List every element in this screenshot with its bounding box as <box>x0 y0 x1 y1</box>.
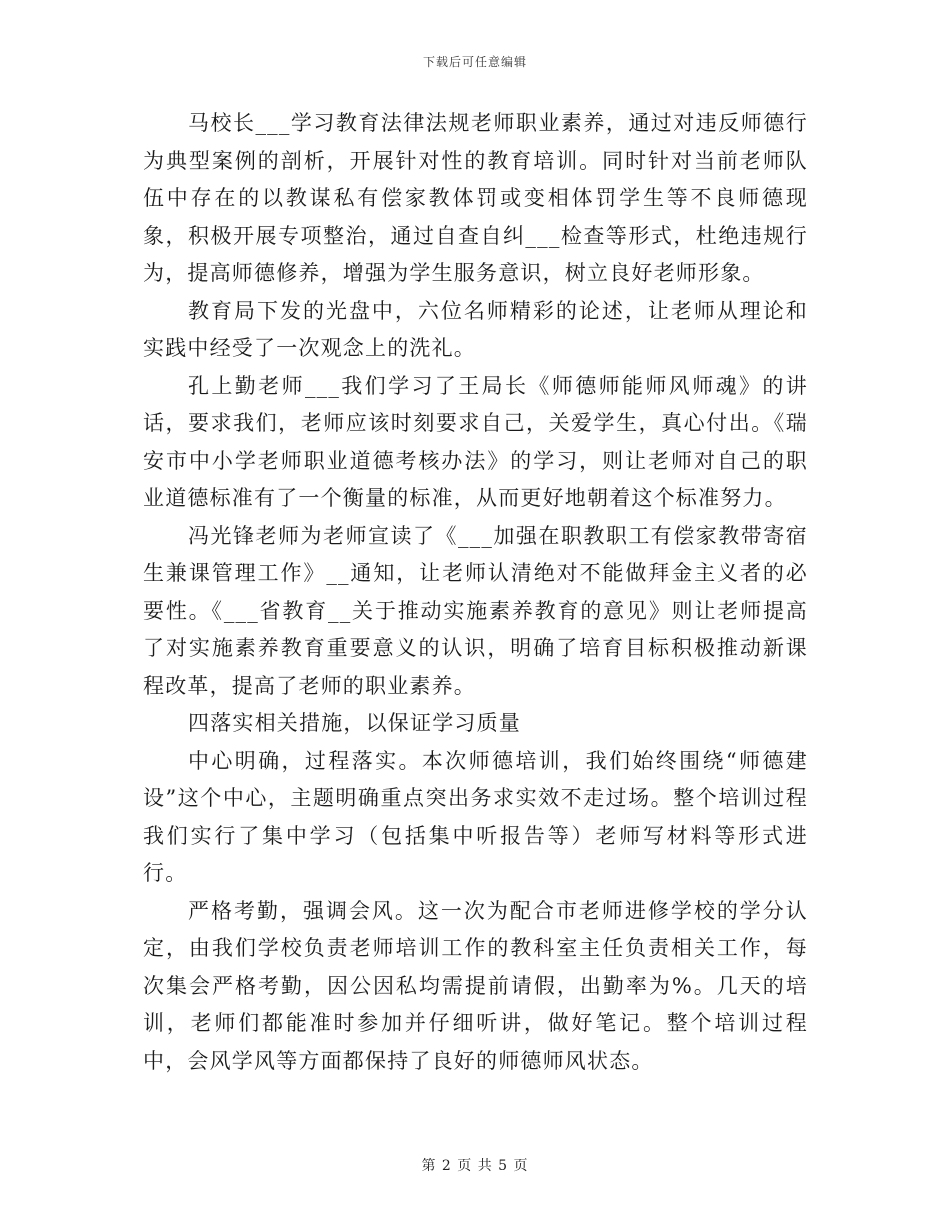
paragraph-center-clear: 中心明确，过程落实。本次师德培训，我们始终围绕“师德建设”这个中心，主题明确重点突出务求实效不走过场。整个培训过程我们实行了集中学习（包括集中听报告等）老师写材料等形式进行。 <box>143 748 808 885</box>
section-heading-measures: 四落实相关措施，以保证学习质量 <box>188 711 521 735</box>
page-header: 下载后可任意编辑 <box>422 55 527 69</box>
paragraph-teacher-feng: 冯光锋老师为老师宣读了《___加强在职教职工有偿家教带寄宿生兼课管理工作》__通知，让老师认清绝对不能做拜金主义者的必要性。《___省教育__关于推动实施素养教育的意见》则让老师提高了对实施素养教育重要意义的认识，明确了培育目标积极推动新课程改革，提高了老师的职业素养。 <box>143 523 808 698</box>
paragraph-cd-lectures: 教育局下发的光盘中，六位名师精彩的论述，让老师从理论和实践中经受了一次观念上的洗礼。 <box>143 298 808 360</box>
paragraph-teacher-kong: 孔上勤老师___我们学习了王局长《师德师能师风师魂》的讲话，要求我们，老师应该时刻要求自己，关爱学生，真心付出。《瑞安市中小学老师职业道德考核办法》的学习，则让老师对自己的职业道德标准有了一个衡量的标准，从而更好地朝着这个标准努力。 <box>143 373 808 510</box>
paragraph-strict-attendance: 严格考勤，强调会风。这一次为配合市老师进修学校的学分认定，由我们学校负责老师培训工作的教科室主任负责相关工作，每次集会严格考勤，因公因私均需提前请假，出勤率为%。几天的培训，老师们都能准时参加并仔细听讲，做好笔记。整个培训过程中，会风学风等方面都保持了良好的师德师风状态。 <box>143 898 808 1073</box>
paragraph-principal-ma: 马校长___学习教育法律法规老师职业素养，通过对违反师德行为典型案例的剖析，开展针对性的教育培训。同时针对当前老师队伍中存在的以教谋私有偿家教体罚或变相体罚学生等不良师德现象，积极开展专项整治，通过自查自纠___检查等形式，杜绝违规行为，提高师德修养，增强为学生服务意识，树立良好老师形象。 <box>143 111 808 285</box>
document-body <box>143 105 808 1080</box>
page-number: 第 2 页 共 5 页 <box>421 1158 529 1174</box>
